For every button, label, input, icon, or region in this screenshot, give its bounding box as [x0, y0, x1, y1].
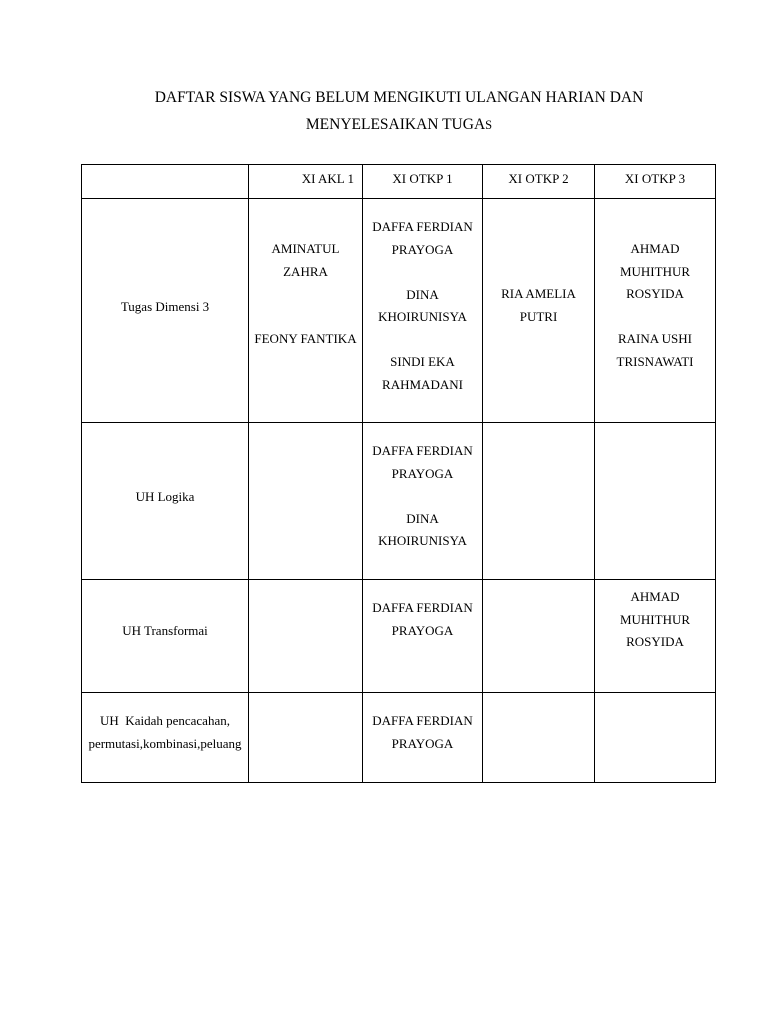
student-name: AHMAD MUHITHUR ROSYIDA	[619, 241, 691, 301]
cell-xi-akl-1	[249, 199, 363, 423]
cell-xi-otkp-2	[483, 580, 595, 693]
row-label: UH Logika	[135, 489, 195, 504]
student-name: DAFFA FERDIAN PRAYOGA	[372, 600, 473, 638]
header-cell-xi-otkp-1: XI OTKP 1	[363, 165, 483, 199]
table-row	[82, 199, 716, 423]
title-line-2-tail: S	[485, 118, 493, 132]
student-name: DAFFA FERDIAN PRAYOGA	[372, 713, 473, 751]
header-cell-xi-akl-1: XI AKL 1	[249, 165, 363, 199]
cell-xi-otkp-1	[363, 693, 483, 783]
cell-xi-otkp-2	[483, 199, 595, 423]
cell-xi-otkp-3	[595, 423, 716, 580]
document-title	[84, 84, 714, 139]
title-line-2-main: MENYELESAIKAN TUGA	[305, 116, 486, 133]
cell-xi-otkp-1	[363, 199, 483, 423]
cell-xi-akl-1	[249, 580, 363, 693]
title-line-2	[84, 111, 714, 139]
student-name: DAFFA FERDIAN PRAYOGA	[372, 443, 473, 481]
row-label-cell	[82, 580, 249, 693]
student-name: SINDI EKA RAHMADANI	[382, 354, 463, 392]
row-label-line-2: permutasi,kombinasi,peluang	[88, 735, 242, 751]
student-table	[81, 164, 716, 783]
student-name: DINA KHOIRUNISYA	[378, 286, 467, 324]
cell-xi-otkp-1	[363, 580, 483, 693]
student-name: AHMAD MUHITHUR ROSYIDA	[619, 589, 691, 649]
table-row	[82, 693, 716, 783]
header-cell-empty	[82, 165, 249, 199]
student-name: DAFFA FERDIAN PRAYOGA	[372, 219, 473, 257]
header-cell-xi-otkp-3: XI OTKP 3	[595, 165, 716, 199]
cell-xi-akl-1	[249, 693, 363, 783]
table-header-row	[82, 165, 716, 199]
student-name: FEONY FANTIKA	[254, 331, 357, 346]
cell-xi-otkp-2	[483, 693, 595, 783]
student-name: RIA AMELIA PUTRI	[501, 286, 576, 324]
table-row	[82, 580, 716, 693]
cell-xi-otkp-3	[595, 199, 716, 423]
row-label-cell	[82, 693, 249, 783]
row-label-cell	[82, 423, 249, 580]
cell-xi-otkp-2	[483, 423, 595, 580]
row-label: UH Transformai	[122, 623, 208, 638]
student-name: RAINA USHI TRISNAWATI	[616, 331, 694, 369]
title-line-1: DAFTAR SISWA YANG BELUM MENGIKUTI ULANGAN HARIAN DAN	[154, 89, 644, 106]
table-row	[82, 423, 716, 580]
row-label: Tugas Dimensi 3	[120, 299, 210, 314]
header-cell-xi-otkp-2: XI OTKP 2	[483, 165, 595, 199]
cell-xi-otkp-3	[595, 693, 716, 783]
cell-xi-otkp-3	[595, 580, 716, 693]
row-label-line-1: UH Kaidah pencacahan,	[100, 713, 230, 728]
cell-xi-otkp-1	[363, 423, 483, 580]
student-name: AMINATUL ZAHRA	[271, 241, 340, 279]
row-label-cell	[82, 199, 249, 423]
student-name: DINA KHOIRUNISYA	[378, 510, 467, 548]
cell-xi-akl-1	[249, 423, 363, 580]
